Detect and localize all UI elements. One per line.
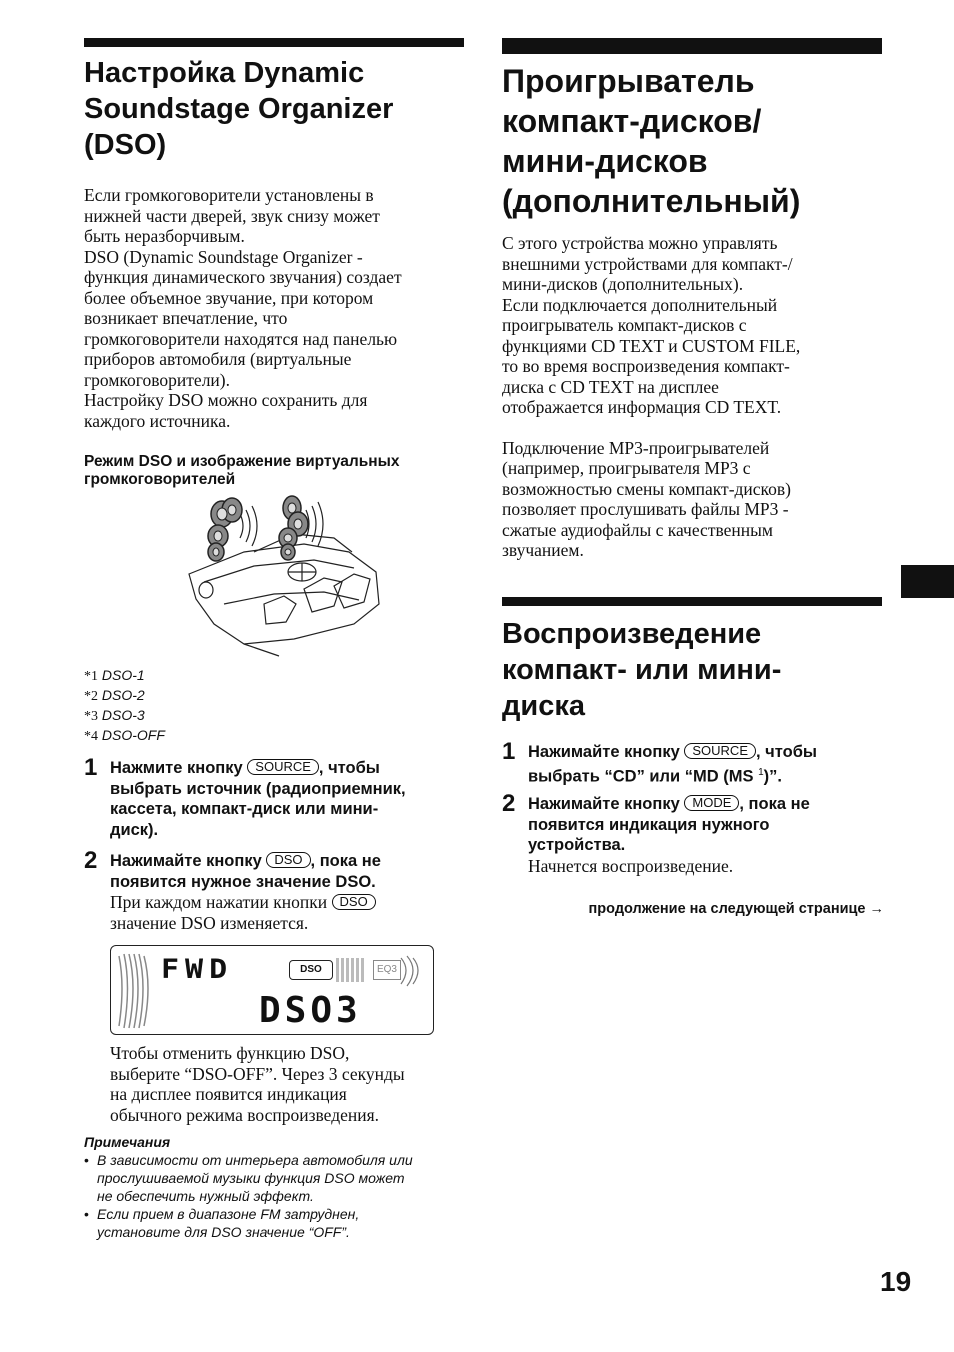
source-key: SOURCE: [247, 759, 319, 775]
note-item: • Если прием в диапазоне FM затруднен, установите для DSO значение “OFF”.: [84, 1205, 464, 1241]
right-step-1: [502, 738, 892, 792]
right-column-bottom: [502, 597, 882, 724]
dso-badge: DSO: [289, 960, 333, 980]
mode-key: MODE: [684, 795, 739, 811]
section-rule: [502, 38, 882, 54]
notes-list: [84, 1151, 464, 1241]
lcd-top-text: FWD: [161, 953, 234, 986]
right-step-2: [502, 790, 892, 884]
section-tab: [901, 565, 954, 598]
notes-block: [84, 1133, 464, 1241]
step-number: 2: [84, 847, 98, 874]
step-number: 1: [502, 738, 516, 765]
step-instruction: Нажимайте кнопку SOURCE , чтобы выбрать “CD” или “MD (MS $^1$)”.: [528, 743, 817, 785]
step-instruction: Нажмите кнопку SOURCE , чтобы выбрать источник (радиоприемник, кассета, компакт-диск или мини- диск).: [110, 759, 406, 839]
footnote-item: *4 DSO-OFF: [84, 727, 165, 744]
step-instruction: Нажимайте кнопку MODE , пока не появится индикация нужного устройства. Начнется воспроизведение.: [528, 795, 810, 876]
footnote-item: *1 DSO-1: [84, 667, 145, 684]
cd-player-paragraph: С этого устройства можно управлять внешними устройствами для компакт-/ мини-дисков (дополнительных). Если подключается дополнительный проигрыватель компакт-дисков с функциями CD TEXT и CUSTOM FILE, то во время воспроизведения компакт- диска с CD TEXT на дисплее отображается информация CD TEXT.: [502, 233, 801, 417]
dso-key: DSO: [266, 852, 310, 868]
continued-note: продолжение на следующей странице →: [588, 901, 884, 917]
footnote-item: *2 DSO-2: [84, 687, 145, 704]
note-item: • В зависимости от интерьера автомобиля или прослушиваемой музыки функция DSO может не обеспечить нужный эффект.: [84, 1151, 464, 1205]
left-step-1: [84, 754, 464, 842]
dso-subheading: Режим DSO и изображение виртуальных громкоговорителей: [84, 453, 400, 488]
notes-title: Примечания: [84, 1134, 171, 1150]
section-rule: [84, 38, 464, 47]
dso-cancel-paragraph: Чтобы отменить функцию DSO, выберите “DSO-OFF”. Через 3 секунды на дисплее появится индикация обычного режима воспроизведения.: [110, 1043, 405, 1125]
step-detail: Начнется воспроизведение.: [528, 855, 734, 876]
car-speaker-illustration: [184, 494, 384, 658]
step-detail: При каждом нажатии кнопки DSO значение DSO изменяется.: [110, 892, 381, 933]
step-number: 2: [502, 790, 516, 817]
step-number: 1: [84, 754, 98, 781]
dso-key: DSO: [332, 894, 376, 910]
section-title-playback: Воспроизведение компакт- или мини- диска: [502, 618, 782, 722]
section-rule: [502, 597, 882, 606]
left-column: [84, 38, 464, 489]
right-column-top: [502, 38, 882, 561]
footnote-item: *3 DSO-3: [84, 707, 145, 724]
step-instruction: Нажимайте кнопку DSO , пока не появится нужное значение DSO. При каждом нажатии кнопки DSO значение DSO изменяется.: [110, 852, 381, 933]
lcd-main-text: DSO3: [259, 990, 362, 1031]
mp3-paragraph: Подключение MP3-проигрывателей (например, проигрывателя MP3 с возможностью смены компакт-дисков) позволяет прослушивать файлы MP3 - сжатые аудиофайлы с качественным звучанием.: [502, 437, 792, 560]
section-title-cd-player: Проигрыватель компакт-дисков/ мини-дисков (дополнительный): [502, 63, 801, 219]
footnote-list: [84, 666, 284, 746]
section-title-dso: Настройка Dynamic Soundstage Organizer (DSO): [84, 57, 394, 161]
dso-intro-paragraph: Если громкоговорители установлены в нижней части дверей, звук снизу может быть неразборчивым. DSO (Dynamic Soundstage Organizer - функция динамического звучания) создает более объемное звучание, при котором возникает впечатление, что громкоговорители находятся над панелью приборов автомобиля (виртуальные громкоговорители). Настройку DSO можно сохранить для каждого источника.: [84, 185, 402, 431]
eq-badge: EQ3: [373, 960, 401, 980]
left-step-2: [84, 847, 464, 941]
source-key: SOURCE: [684, 743, 756, 759]
page-number: 19: [880, 1266, 912, 1297]
lcd-display: [110, 945, 434, 1035]
